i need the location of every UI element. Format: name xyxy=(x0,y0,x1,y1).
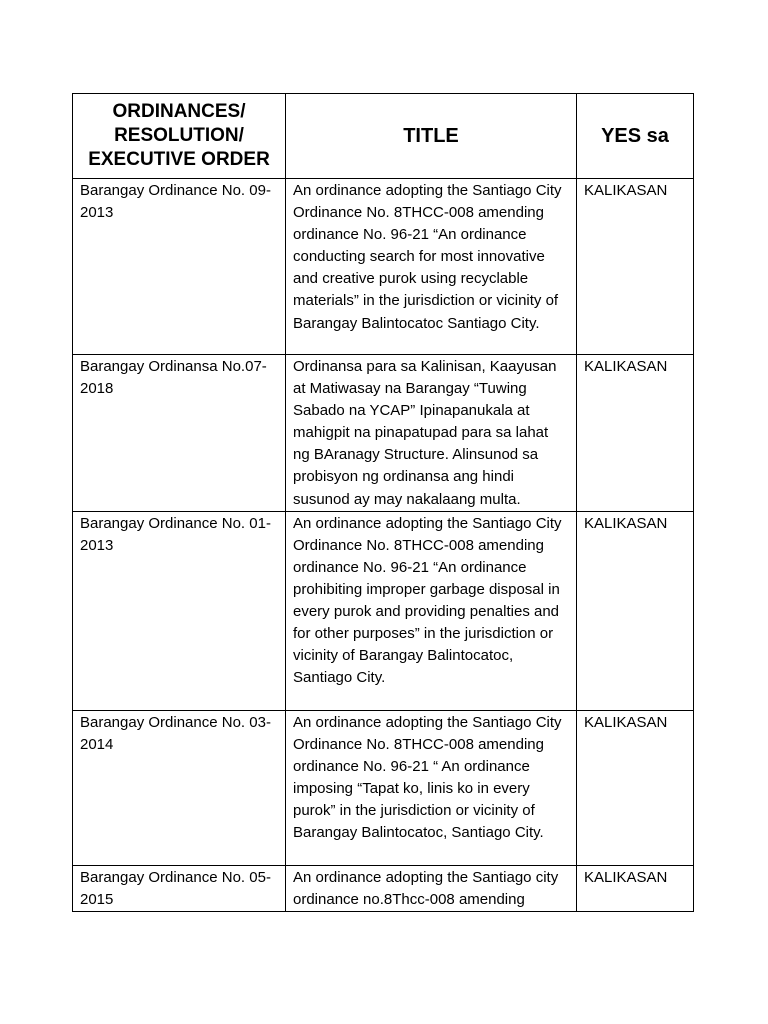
table-row xyxy=(73,179,694,355)
table-row xyxy=(73,355,694,512)
yes-sa-cell: KALIKASAN xyxy=(577,710,694,865)
table-row xyxy=(73,511,694,710)
ordinance-title-cell: An ordinance adopting the Santiago City Ordinance No. 8THCC-008 amending ordinance No. 96-21 “An ordinance prohibiting improper garbage disposal in every purok and providing penalties and for other purposes” in the jurisdiction or vicinity of Barangay Balintocatoc, Santiago City. xyxy=(286,511,577,710)
ordinance-title-cell: An ordinance adopting the Santiago City Ordinance No. 8THCC-008 amending ordinance No. 96-21 “ An ordinance imposing “Tapat ko, linis ko in every purok” in the jurisdiction or vicinity of Barangay Balintocatoc, Santiago City. xyxy=(286,710,577,865)
ordinance-number-cell: Barangay Ordinance No. 03-2014 xyxy=(73,710,286,865)
ordinance-title-text: An ordinance adopting the Santiago city ordinance no.8Thcc-008 amending xyxy=(293,868,559,908)
yes-sa-cell: KALIKASAN xyxy=(577,179,694,355)
ordinance-title-cell: Ordinansa para sa Kalinisan, Kaayusan at Matiwasay na Barangay “Tuwing Sabado na YCAP” Ipinapanukala at mahigpit na pinapatupad para sa lahat ng BAranagy Structure. Alinsunod sa probisyon ng ordinansa ang hindi susunod ay may nakalaang multa. xyxy=(286,355,577,512)
header-ordinances: ORDINANCES/ RESOLUTION/ EXECUTIVE ORDER xyxy=(73,94,286,179)
header-title: TITLE xyxy=(286,94,577,179)
ordinance-title-cell xyxy=(286,865,577,911)
yes-sa-cell: KALIKASAN xyxy=(577,865,694,911)
header-yes: YES sa xyxy=(577,94,694,179)
yes-sa-cell: KALIKASAN xyxy=(577,355,694,512)
table-row xyxy=(73,710,694,865)
ordinance-number-cell: Barangay Ordinance No. 09-2013 xyxy=(73,179,286,355)
ordinances-table xyxy=(72,93,694,912)
ordinance-number-cell: Barangay Ordinansa No.07-2018 xyxy=(73,355,286,512)
yes-sa-cell: KALIKASAN xyxy=(577,511,694,710)
table-header-row xyxy=(73,94,694,179)
ordinance-number-cell: Barangay Ordinance No. 05-2015 xyxy=(73,865,286,911)
ordinance-title-cell: An ordinance adopting the Santiago City Ordinance No. 8THCC-008 amending ordinance No. 96-21 “An ordinance conducting search for most innovative and creative purok using recyclable materials” in the jurisdiction or vicinity of Barangay Balintocatoc Santiago City. xyxy=(286,179,577,355)
ordinance-number-cell: Barangay Ordinance No. 01-2013 xyxy=(73,511,286,710)
table-row xyxy=(73,865,694,911)
